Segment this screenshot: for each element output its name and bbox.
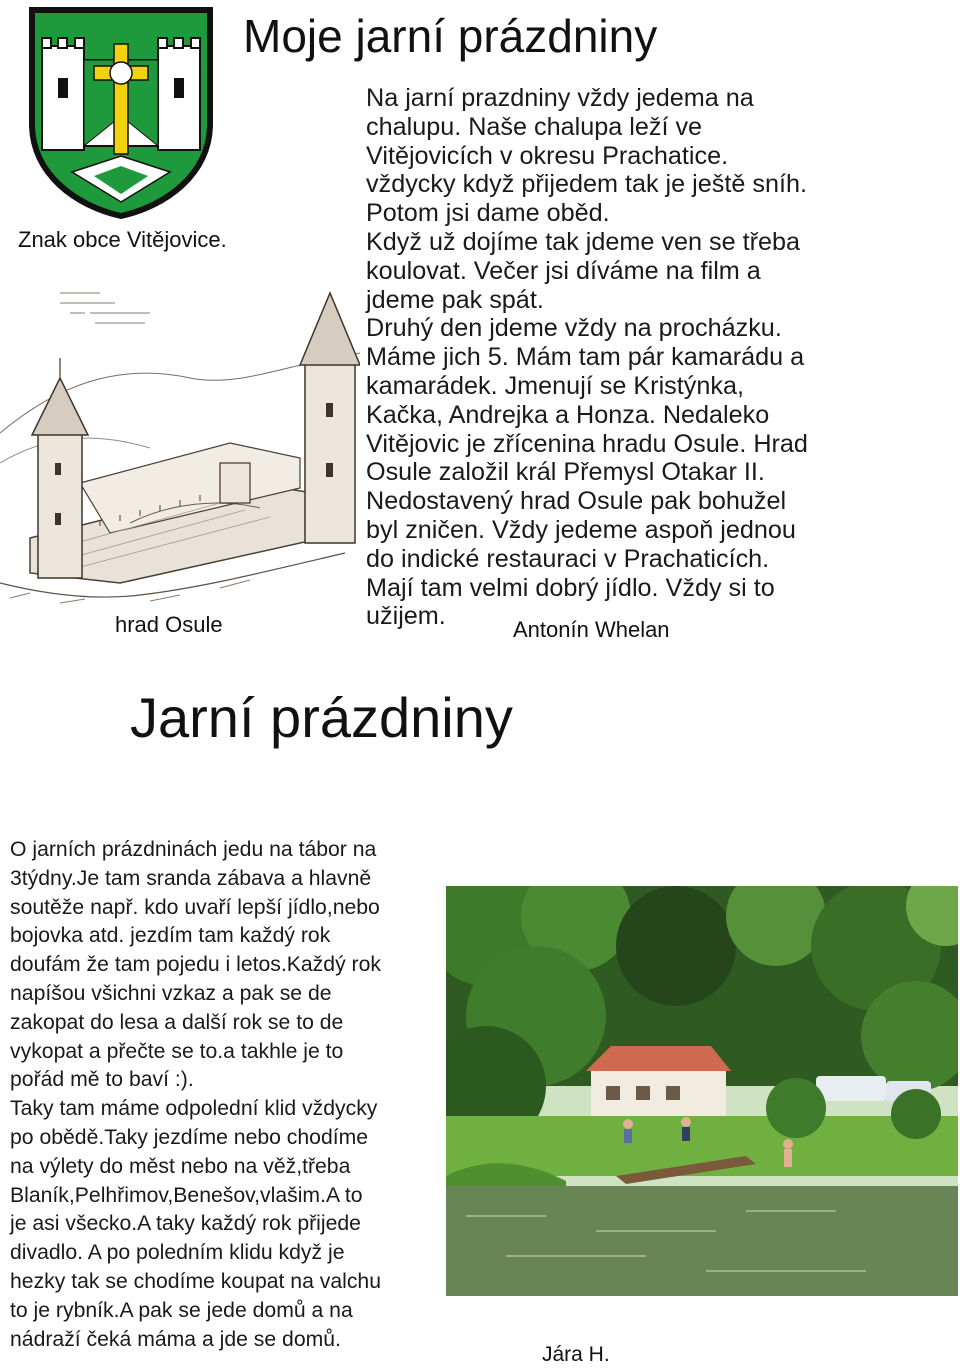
story-1-line: byl zničen. Vždy jedeme aspoň jednou	[366, 515, 796, 544]
story-2-line: soutěže např. kdo uvaří lepší jídlo,nebo	[10, 895, 380, 919]
story-1-line: Máme jich 5. Mám tam pár kamarádu a	[366, 343, 805, 372]
castle-sketch	[0, 283, 360, 613]
story-2-line: hezky tak se chodíme koupat na valchu	[10, 1269, 381, 1293]
story-1-line: kamarádek. Jmenují se Kristýnka,	[366, 371, 744, 400]
castle-caption: hrad Osule	[115, 612, 223, 637]
story-1-line: chalupu. Naše chalupa leží ve	[366, 112, 703, 141]
story-1-line: Vitějovicích v okresu Prachatice.	[366, 141, 729, 170]
story-2-line: je asi všecko.A taky každý rok přijede	[10, 1212, 361, 1236]
story-2-line: doufám že tam pojedu i letos.Každý rok	[10, 953, 381, 977]
story-1-line: do indické restauraci v Prachaticích.	[366, 544, 770, 573]
story-2-line: O jarních prázdninách jedu na tábor na	[10, 838, 377, 861]
camp-photo	[446, 886, 958, 1296]
story-2-line: zakopat do lesa a další rok se to de	[10, 1010, 344, 1034]
story-2-line: nádraží čeká máma a jde se domů.	[10, 1327, 341, 1351]
story-2-line: pořád mě to baví :).	[10, 1068, 194, 1092]
story-1-line: vždycky když přijedem tak je ještě sníh.	[366, 170, 807, 199]
story-1-line: Nedostavený hrad Osule pak bohužel	[366, 487, 787, 516]
story-2-line: to je rybník.A pak se jede domů a na	[10, 1298, 353, 1322]
page-title: Moje jarní prázdniny	[243, 10, 658, 62]
lake-camp-photo-icon	[446, 886, 958, 1296]
story-2-line: na výlety do měst nebo na věž,třeba	[10, 1154, 351, 1178]
story-2-line: po obědě.Taky jezdíme nebo chodíme	[10, 1125, 369, 1149]
story-2-author: Jára H.	[542, 1343, 610, 1366]
story-1-line: Na jarní prazdniny vždy jedema na	[366, 84, 754, 112]
story-2-line: divadlo. A po poledním klidu když je	[10, 1241, 345, 1265]
story-1-line: Druhý den jdeme vždy na procházku.	[366, 314, 782, 343]
story-2-line: bojovka atd. jezdím tam každý rok	[10, 924, 331, 948]
story-1-line: Potom jsi dame oběd.	[366, 199, 610, 228]
story-1-line: jdeme pak spát.	[366, 285, 544, 314]
story-2-text	[10, 836, 381, 1354]
section-title: Jarní prázdniny	[130, 686, 513, 749]
story-1-text	[366, 84, 808, 631]
story-1-line: Když už dojíme tak jdeme ven se třeba	[366, 227, 801, 256]
coat-of-arms-icon	[28, 6, 214, 220]
story-1-line: Kačka, Andrejka a Honza. Nedaleko	[366, 400, 770, 429]
story-1-line: Mají tam velmi dobrý jídlo. Vždy si to	[366, 573, 775, 602]
story-1-line: koulovat. Večer jsi díváme na film a	[366, 256, 761, 285]
story-2-line: Taky tam máme odpolední klid vždycky	[10, 1097, 378, 1121]
story-2-line: vykopat a přečte se to.a takhle je to	[10, 1039, 344, 1063]
story-1-line: Vitějovic je zřícenina hradu Osule. Hrad	[366, 429, 808, 458]
story-2-line: 3týdny.Je tam sranda zábava a hlavně	[10, 866, 372, 890]
story-1-line: užijem.	[366, 602, 446, 631]
coat-of-arms-caption: Znak obce Vitějovice.	[18, 227, 227, 252]
story-1-author: Antonín Whelan	[513, 617, 670, 642]
story-1-line: Osule založil král Přemysl Otakar II.	[366, 458, 765, 487]
castle-sketch-icon	[0, 283, 360, 613]
story-2-line: Blaník,Pelhřimov,Benešov,vlašim.A to	[10, 1183, 363, 1207]
story-2-line: napíšou všichni vzkaz a pak se de	[10, 981, 332, 1005]
